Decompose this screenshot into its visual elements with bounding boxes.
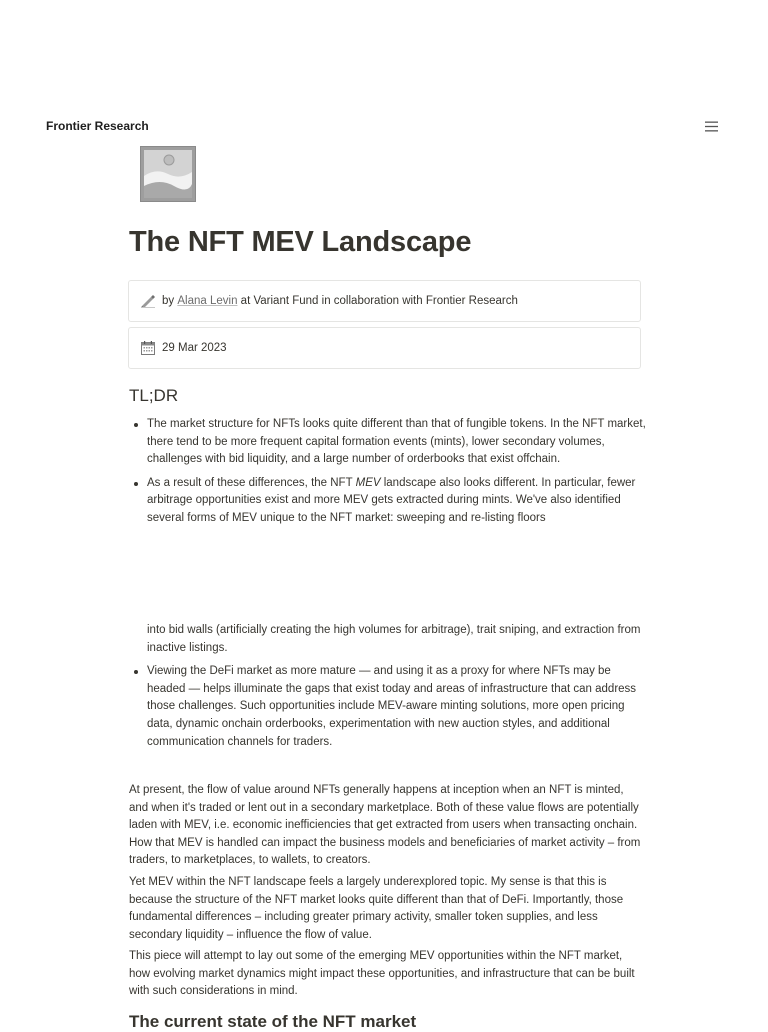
author-callout bbox=[128, 280, 641, 322]
publish-date: 29 Mar 2023 bbox=[162, 342, 227, 354]
body-paragraph: This piece will attempt to lay out some of the emerging MEV opportunities within the NFT market, how evolving market dynamics might impact these opportunities, and infrastructure that can be built with such considerations in mind. bbox=[129, 950, 635, 998]
body-paragraph: Yet MEV within the NFT landscape feels a largely underexplored topic. My sense is that this is because the structure of the NFT market looks quite different than that of DeFi. Importantly, those fundamental differences – including greater primary activity, smaller token supplies, and less secondary liquidity – influence the flow of value. bbox=[129, 876, 624, 941]
tldr-list-continued bbox=[129, 622, 649, 757]
list-item-continuation: into bid walls (artificially creating the high volumes for arbitrage), trait sniping, and extraction from inactive listings. bbox=[147, 624, 641, 654]
body-paragraph: At present, the flow of value around NFTs generally happens at inception when an NFT is minted, and when it's traded or lent out in a secondary marketplace. Both of these value flows are potentially laden with MEV, i.e. economic inefficiencies that get extracted from users when transacting onchain. How that MEV is handled can impact the business models and beneficiaries of market activity – from traders, to marketplaces, to wallets, to creators. bbox=[129, 784, 641, 867]
site-header bbox=[0, 112, 768, 140]
site-title[interactable]: Frontier Research bbox=[46, 119, 149, 133]
tldr-list bbox=[129, 416, 649, 534]
bullet-text: landscape also looks different. In particular, fewer arbitrage opportunities exist and more MEV gets extracted during mints. We've also identified several forms of MEV unique to the NFT market: sweeping and re-listing floors bbox=[147, 476, 636, 524]
hamburger-menu-icon[interactable] bbox=[701, 118, 721, 134]
image-placeholder-icon bbox=[140, 146, 196, 202]
tldr-heading: TL;DR bbox=[129, 386, 179, 405]
author-suffix: at Variant Fund in collaboration with Frontier Research bbox=[240, 295, 518, 307]
page-title: The NFT MEV Landscape bbox=[129, 226, 472, 258]
date-callout bbox=[128, 327, 641, 369]
list-item: Viewing the DeFi market as more mature — and using it as a proxy for where NFTs may be headed — helps illuminate the gaps that exist today and areas of infrastructure that can address those challenges. Such opportunities include MEV-aware minting solutions, more open pricing data, dynamic onchain orderbooks, experimentation with new auction styles, and additional communication channels for traders. bbox=[129, 663, 649, 751]
author-link[interactable]: Alana Levin bbox=[177, 295, 238, 307]
emphasis-text: MEV bbox=[355, 476, 381, 489]
list-item: The market structure for NFTs looks quite different than that of fungible tokens. In the NFT market, there tend to be more frequent capital formation events (mints), lower secondary volumes, challenges with bid liquidity, and a large number of orderbooks that exist offchain. bbox=[129, 416, 649, 469]
calendar-icon bbox=[140, 340, 156, 356]
author-prefix: by bbox=[162, 295, 175, 307]
writing-hand-icon bbox=[140, 293, 156, 309]
bullet-text: As a result of these differences, the NFT bbox=[147, 476, 356, 489]
section-heading: The current state of the NFT market bbox=[129, 1012, 417, 1031]
list-item bbox=[129, 475, 649, 528]
